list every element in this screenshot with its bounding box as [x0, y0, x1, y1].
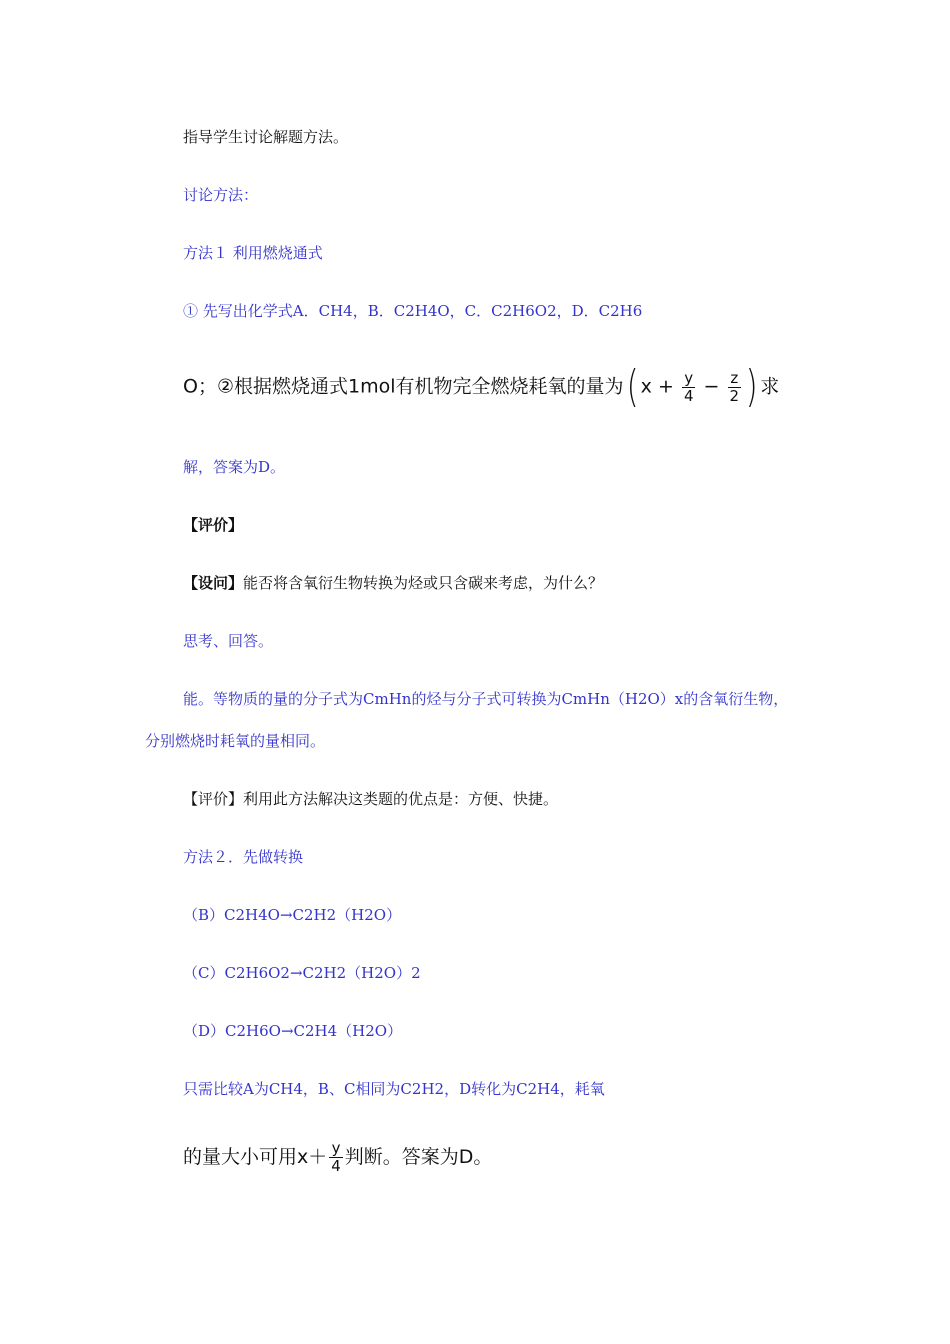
instruction-line: 指导学生讨论解题方法。 — [183, 128, 349, 146]
compare-line: 只需比较A为CH4，B、C相同为C2H2，D转化为C2H4，耗氧 — [183, 1080, 605, 1098]
right-paren: ) — [745, 361, 758, 412]
frac-den-4-b: 4 — [331, 1157, 341, 1175]
frac-den-4: 4 — [683, 386, 694, 405]
formula-prefix: O；②根据燃烧通式1mol有机物完全燃烧耗氧的量为 — [183, 375, 624, 398]
answer-line: 解，答案为D。 — [183, 458, 286, 476]
combustion-formula-line — [183, 361, 780, 412]
fraction-y-4-b — [329, 1140, 343, 1175]
fraction-y-4 — [682, 370, 696, 405]
frac-num-z: z — [728, 370, 742, 388]
minus-sign: − — [703, 375, 720, 398]
explanation-line-2: 分别燃烧时耗氧的量相同。 — [145, 732, 326, 750]
plus-sign: + — [657, 375, 674, 398]
judgment-prefix: 的量大小可用x＋ — [183, 1146, 328, 1168]
method-2-title: 方法２．先做转换 — [183, 848, 304, 866]
judgment-formula-line — [183, 1140, 492, 1175]
conversion-d: （D）C2H6O→C2H4（H2O） — [183, 1022, 403, 1040]
judgment-suffix: 判断。答案为D。 — [344, 1146, 493, 1168]
question-label: 【设问】 — [183, 574, 244, 592]
formula-suffix: 求 — [760, 375, 780, 398]
frac-num-y: y — [682, 370, 696, 388]
question-line — [183, 573, 603, 593]
frac-den-2: 2 — [729, 386, 740, 405]
method-1-title: 方法１ 利用燃烧通式 — [183, 244, 323, 262]
evaluation-line: 【评价】利用此方法解决这类题的优点是：方便、快捷。 — [183, 790, 559, 808]
frac-num-y-b: y — [329, 1140, 343, 1158]
formulas-line: ① 先写出化学式A．CH4，B．C2H4O，C．C2H6O2，D．C2H6 — [183, 302, 643, 320]
left-paren: ( — [626, 361, 639, 412]
conversion-c: （C）C2H6O2→C2H2（H2O）2 — [183, 964, 421, 982]
discussion-heading: 讨论方法： — [183, 186, 259, 204]
formula-x: x — [640, 375, 652, 398]
think-answer-line: 思考、回答。 — [183, 632, 274, 650]
conversion-b: （B）C2H4O→C2H2（H2O） — [183, 906, 402, 924]
question-text: 能否将含氧衍生物转换为烃或只含碳来考虑，为什么？ — [243, 574, 604, 592]
fraction-z-2 — [728, 370, 742, 405]
evaluation-label: 【评价】 — [183, 516, 244, 534]
explanation-line-1: 能。等物质的量的分子式为CmHn的烃与分子式可转换为CmHn（H2O）x的含氧衍生物， — [183, 690, 789, 708]
